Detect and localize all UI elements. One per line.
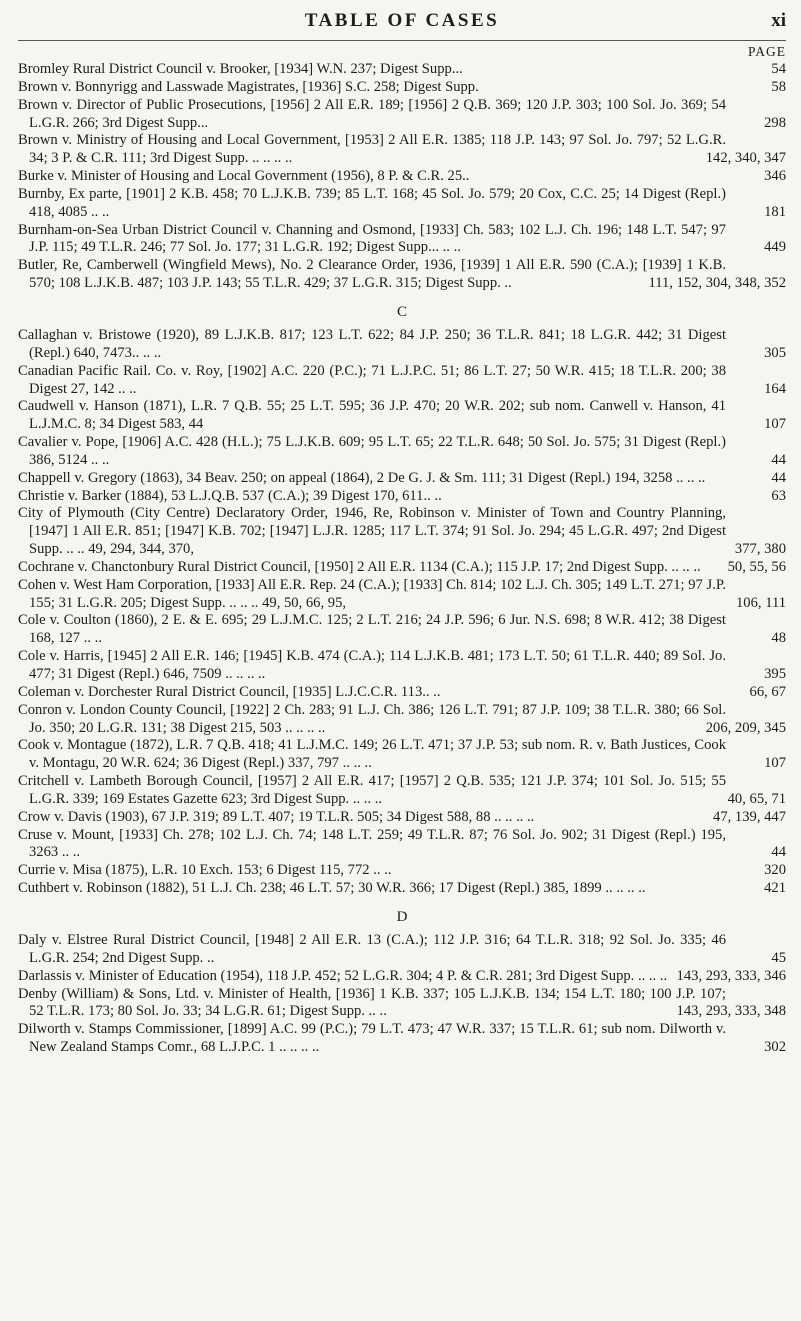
case-citation: Brown v. Ministry of Housing and Local Government, [1953] 2 All E.R. 1385; 118 J.P. 143; 97 Sol. Jo. 797; 52 L.G.R. 34; 3 P. & C.R. 111; 3rd Digest Supp. .. .. .. .. [18,132,726,167]
case-sections [18,61,786,1057]
case-page-ref: 45 [765,950,786,968]
case-page-ref: 346 [758,168,786,186]
case-citation: Conron v. London County Council, [1922] 2 Ch. 283; 91 L.J. Ch. 386; 126 L.T. 791; 87 J.P. 109; 38 T.L.R. 380; 66 Sol. Jo. 350; 20 L.G.R. 131; 38 Digest 215, 503 .. .. .. .. [18,701,726,736]
case-citation: Cohen v. West Ham Corporation, [1933] All E.R. Rep. 24 (C.A.); [1933] Ch. 814; 102 L.J. Ch. 305; 149 L.T. 271; 97 J.P. 155; 31 L.G.R. 205; Digest Supp. .. .. .. 49, 50, 66, 95, [18,576,726,611]
case-page-ref: 48 [765,630,786,648]
case-page-ref: 54 [765,61,786,79]
case-entry [18,79,786,97]
case-citation: Cole v. Harris, [1945] 2 All E.R. 146; [1945] K.B. 474 (C.A.); 114 L.J.K.B. 481; 173 L.T. 50; 61 T.L.R. 440; 89 Sol. Jo. 477; 31 Digest (Repl.) 646, 7509 .. .. .. .. [18,648,726,682]
case-page-ref: 143, 293, 333, 346 [671,968,786,986]
case-citation: Cochrane v. Chanctonbury Rural District Council, [1950] 2 All E.R. 1134 (C.A.); 115 J.P. 17; 2nd Digest Supp. .. .. .. [18,558,701,575]
case-entry [18,648,786,684]
case-citation: Cook v. Montague (1872), L.R. 7 Q.B. 418; 41 L.J.M.C. 149; 26 L.T. 471; 37 J.P. 53; sub nom. R. v. Bath Justices, Cook v. Montagu, 20 W.R. 624; 36 Digest (Repl.) 337, 797 .. .. .. [18,737,726,772]
case-page-ref: 47, 139, 447 [707,809,786,827]
case-entry [18,862,786,880]
case-entry [18,737,786,773]
case-citation: Coleman v. Dorchester Rural District Council, [1935] L.J.C.C.R. 113.. .. [18,683,441,700]
case-entry [18,132,786,168]
header-rule [18,40,786,41]
case-entry [18,488,786,506]
case-entry [18,1021,786,1057]
case-entry [18,809,786,827]
case-entry [18,827,786,863]
case-citation: Bromley Rural District Council v. Brooker, [1934] W.N. 237; Digest Supp... [18,61,463,77]
case-citation: Canadian Pacific Rail. Co. v. Roy, [1902] A.C. 220 (P.C.); 71 L.J.P.C. 51; 86 L.T. 27; 50 W.R. 415; 18 T.L.R. 200; 38 Digest 27, 142 .. .. [18,362,726,397]
case-citation: Burnby, Ex parte, [1901] 2 K.B. 458; 70 L.J.K.B. 739; 85 L.T. 168; 45 Sol. Jo. 579; 20 Cox, C.C. 25; 14 Digest (Repl.) 418, 4085 .. .. [18,185,726,220]
case-entry [18,398,786,434]
case-entry [18,702,786,738]
case-page-ref: 143, 293, 333, 348 [671,1003,786,1021]
case-citation: Daly v. Elstree Rural District Council, [1948] 2 All E.R. 13 (C.A.); 112 J.P. 316; 64 T.L.R. 318; 92 Sol. Jo. 335; 46 L.G.R. 254; 2nd Digest Supp. .. [18,931,726,966]
case-page-ref: 44 [765,452,786,470]
case-citation: Dilworth v. Stamps Commissioner, [1899] A.C. 99 (P.C.); 79 L.T. 473; 47 W.R. 337; 15 T.L.R. 61; sub nom. Dilworth v. New Zealand Stamps Comr., 68 L.J.P.C. 1 .. .. .. .. [18,1021,726,1056]
case-page-ref: 40, 65, 71 [722,791,786,809]
case-page-ref: 58 [765,79,786,97]
case-entry [18,559,786,577]
case-entry [18,577,786,613]
case-citation: Callaghan v. Bristowe (1920), 89 L.J.K.B. 817; 123 L.T. 622; 84 J.P. 250; 36 T.L.R. 841; 18 L.G.R. 442; 31 Digest (Repl.) 640, 7473.. .. .. [18,326,726,361]
case-entry [18,684,786,702]
book-page [18,10,786,1057]
case-page-ref: 107 [758,416,786,434]
page-number: xi [771,10,786,31]
case-page-ref: 181 [758,204,786,222]
case-citation: Butler, Re, Camberwell (Wingfield Mews), No. 2 Clearance Order, 1936, [1939] 1 All E.R. 590 (C.A.); [1939] 1 K.B. 570; 108 L.J.K.B. 487; 103 J.P. 143; 55 T.L.R. 429; 37 L.G.R. 315; Digest Supp. .. [18,257,726,292]
case-entry [18,932,786,968]
case-citation: Currie v. Misa (1875), L.R. 10 Exch. 153; 6 Digest 115, 772 .. .. [18,862,392,879]
case-entry [18,222,786,258]
case-citation: Darlassis v. Minister of Education (1954), 118 J.P. 452; 52 L.G.R. 304; 4 P. & C.R. 281; 3rd Digest Supp. .. .. .. [18,967,668,984]
page-column-heading: PAGE [747,44,786,59]
case-citation: Cuthbert v. Robinson (1882), 51 L.J. Ch. 238; 46 L.T. 57; 30 W.R. 366; 17 Digest (Repl.) 385, 1899 .. .. .. .. [18,880,646,897]
case-page-ref: 107 [758,755,786,773]
case-page-ref: 44 [765,470,786,488]
running-header [18,10,786,36]
case-page-ref: 142, 340, 347 [700,150,786,168]
case-page-ref: 302 [758,1039,786,1057]
case-citation: Burke v. Minister of Housing and Local Government (1956), 8 P. & C.R. 25.. [18,168,470,185]
case-entry [18,363,786,399]
case-page-ref: 395 [758,666,786,684]
case-page-ref: 320 [758,862,786,880]
case-page-ref: 66, 67 [744,684,786,702]
page-title: TABLE OF CASES [304,10,500,31]
case-page-ref: 449 [758,239,786,257]
case-entry [18,186,786,222]
case-page-ref: 63 [765,488,786,506]
case-entry [18,986,786,1022]
case-citation: Cavalier v. Pope, [1906] A.C. 428 (H.L.); 75 L.J.K.B. 609; 95 L.T. 65; 22 T.L.R. 648; 50 Sol. Jo. 575; 31 Digest (Repl.) 386, 5124 .. .. [18,434,726,468]
case-citation: Brown v. Bonnyrigg and Lasswade Magistrates, [1936] S.C. 258; Digest Supp. [18,78,479,95]
case-citation: Burnham-on-Sea Urban District Council v. Channing and Osmond, [1933] Ch. 583; 102 L.J. Ch. 196; 148 L.T. 547; 97 J.P. 115; 49 T.L.R. 246; 77 Sol. Jo. 177; 31 L.G.R. 192; Digest Supp... .. .. [18,221,726,256]
case-citation: Chappell v. Gregory (1863), 34 Beav. 250; on appeal (1864), 2 De G. J. & Sm. 111; 31 Digest (Repl.) 194, 3258 .. .. .. [18,469,706,486]
case-citation: Denby (William) & Sons, Ltd. v. Minister of Health, [1936] 1 K.B. 337; 105 L.J.K.B. 134; 154 L.T. 180; 100 J.P. 107; 52 T.L.R. 173; 80 Sol. Jo. 33; 34 L.G.R. 61; Digest Supp. .. .. [18,985,726,1020]
case-entry [18,327,786,363]
case-citation: Caudwell v. Hanson (1871), L.R. 7 Q.B. 55; 25 L.T. 595; 36 J.P. 470; 20 W.R. 202; sub nom. Canwell v. Hanson, 41 L.J.M.C. 8; 34 Digest 583, 44 [18,398,726,433]
case-entry [18,470,786,488]
case-entry [18,612,786,648]
case-citation: Critchell v. Lambeth Borough Council, [1957] 2 All E.R. 417; [1957] 2 Q.B. 535; 121 J.P. 374; 101 Sol. Jo. 515; 55 L.G.R. 339; 169 Estates Gazette 623; 3rd Digest Supp. .. .. .. [18,773,726,807]
case-citation: Brown v. Director of Public Prosecutions, [1956] 2 All E.R. 189; [1956] 2 Q.B. 369; 120 J.P. 303; 100 Sol. Jo. 369; 54 L.G.R. 266; 3rd Digest Supp... [18,96,726,131]
case-page-ref: 377, 380 [729,541,786,559]
case-page-ref: 50, 55, 56 [722,559,786,577]
case-entry [18,61,786,79]
case-page-ref: 305 [758,345,786,363]
case-entry [18,880,786,898]
case-entry [18,505,786,559]
case-citation: Crow v. Davis (1903), 67 J.P. 319; 89 L.T. 407; 19 T.L.R. 505; 34 Digest 588, 88 .. .. .. .. [18,808,535,825]
case-citation: Christie v. Barker (1884), 53 L.J.Q.B. 537 (C.A.); 39 Digest 170, 611.. .. [18,487,442,504]
case-page-ref: 298 [758,115,786,133]
case-citation: City of Plymouth (City Centre) Declaratory Order, 1946, Re, Robinson v. Minister of Town and Country Planning, [1947] 1 All E.R. 851; [1947] K.B. 702; [1947] L.J.R. 1285; 117 L.T. 374; 91 Sol. Jo. 294; 45 L.G.R. 497; 2nd Digest Supp. .. .. 49, 294, 344, 370, [18,505,726,558]
case-page-ref: 44 [765,844,786,862]
case-page-ref: 206, 209, 345 [700,720,786,738]
section-letter: D [396,908,408,925]
case-entry [18,257,786,293]
case-page-ref: 164 [758,381,786,399]
case-entry [18,97,786,133]
case-entry [18,434,786,470]
section-letter: C [396,303,407,320]
case-citation: Cole v. Coulton (1860), 2 E. & E. 695; 29 L.J.M.C. 125; 2 L.T. 216; 24 J.P. 596; 6 Jur. N.S. 698; 8 W.R. 412; 38 Digest 168, 127 .. .. [18,612,726,647]
case-entry [18,168,786,186]
case-entry [18,968,786,986]
case-entry [18,773,786,809]
case-page-ref: 421 [758,880,786,898]
case-page-ref: 111, 152, 304, 348, 352 [642,275,786,293]
case-page-ref: 106, 111 [730,595,786,613]
case-citation: Cruse v. Mount, [1933] Ch. 278; 102 L.J. Ch. 74; 148 L.T. 259; 49 T.L.R. 87; 76 Sol. Jo. 902; 31 Digest (Repl.) 195, 3263 .. .. [18,826,726,861]
